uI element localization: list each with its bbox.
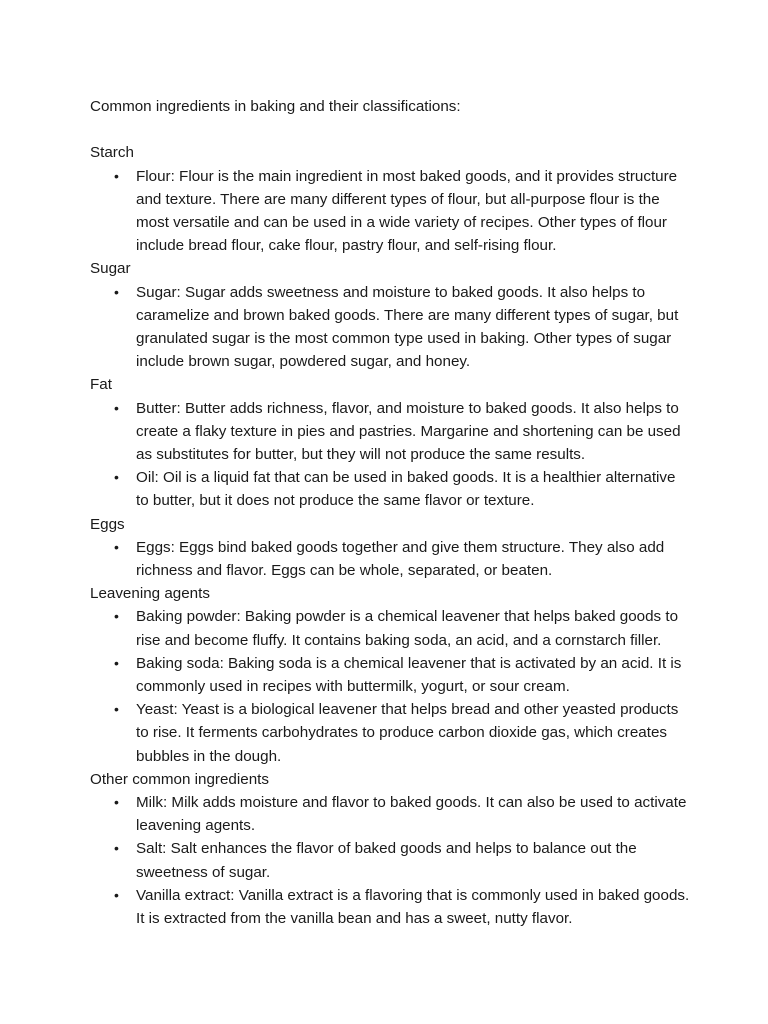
section-heading: Starch (90, 144, 134, 162)
list-item (90, 791, 690, 837)
list-item (90, 536, 690, 582)
list-item (90, 281, 690, 374)
blank-line (90, 118, 690, 141)
bullet-icon: • (114, 538, 119, 555)
section-heading: Fat (90, 376, 112, 394)
list-item-text: Flour: Flour is the main ingredient in most baked goods, and it provides structure and texture. There are many different types of flour, but all-purpose flour is the most versatile and can be used in a wide variety of recipes. Other types of flour include bread flour, cake flour, pastry flour, and self-rising flour. (136, 167, 678, 255)
list-item-text: Salt: Salt enhances the flavor of baked goods and helps to balance out the sweetness of sugar. (136, 840, 637, 881)
section-other-common-ingredients (90, 768, 690, 930)
document-title: Common ingredients in baking and their classifications: (90, 98, 461, 115)
section-sugar (90, 257, 690, 373)
section-heading: Sugar (90, 260, 131, 278)
bullet-icon: • (114, 794, 119, 811)
list-item-text: Baking powder: Baking powder is a chemical leavener that helps baked goods to rise and become fluffy. It contains baking soda, an acid, and a cornstarch filler. (136, 608, 679, 649)
list-item (90, 837, 690, 883)
section-heading: Other common ingredients (90, 770, 269, 788)
bullet-icon: • (114, 886, 119, 903)
bullet-icon: • (114, 283, 119, 300)
bullet-list (90, 165, 690, 258)
bullet-list (90, 397, 690, 513)
list-item (90, 884, 690, 930)
bullet-icon: • (114, 654, 119, 671)
section-starch (90, 141, 690, 257)
list-item-text: Yeast: Yeast is a biological leavener that helps bread and other yeasted products to rise. It ferments carbohydrates to produce carbon dioxide gas, which creates bubbles in the dough. (136, 701, 679, 765)
list-item-text: Butter: Butter adds richness, flavor, and moisture to baked goods. It also helps to create a flaky texture in pies and pastries. Margarine and shortening can be used as substitutes for butter, but they will not produce the same results. (136, 399, 681, 464)
section-heading: Leavening agents (90, 585, 210, 603)
document-page (90, 95, 690, 930)
section-eggs (90, 513, 690, 583)
list-item-text: Vanilla extract: Vanilla extract is a flavoring that is commonly used in baked goods. It is extracted from the vanilla bean and has a sweet, nutty flavor. (136, 886, 690, 928)
list-item-text: Milk: Milk adds moisture and flavor to baked goods. It can also be used to activate leavening agents. (136, 794, 687, 835)
bullet-icon: • (114, 608, 119, 625)
bullet-icon: • (114, 701, 119, 718)
list-item (90, 466, 690, 512)
bullet-icon: • (114, 469, 119, 486)
bullet-list (90, 281, 690, 374)
list-item (90, 605, 690, 651)
list-item-text: Eggs: Eggs bind baked goods together and give them structure. They also add richness and flavor. Eggs can be whole, separated, or beaten. (136, 538, 665, 580)
list-item (90, 165, 690, 258)
bullet-list (90, 605, 690, 767)
bullet-list (90, 536, 690, 582)
list-item (90, 698, 690, 768)
list-item (90, 397, 690, 467)
section-fat (90, 373, 690, 512)
list-item-text: Baking soda: Baking soda is a chemical leavener that is activated by an acid. It is commonly used in recipes with buttermilk, yogurt, or sour cream. (136, 654, 682, 696)
section-leavening-agents (90, 582, 690, 768)
list-item-text: Oil: Oil is a liquid fat that can be used in baked goods. It is a healthier alternative to butter, but it does not produce the same flavor or texture. (136, 469, 676, 510)
bullet-icon: • (114, 167, 119, 184)
list-item-text: Sugar: Sugar adds sweetness and moisture to baked goods. It also helps to caramelize and brown baked goods. There are many different types of sugar, but granulated sugar is the most common type used in baking. Other types of sugar include brown sugar, powdered sugar, and honey. (136, 283, 679, 371)
bullet-icon: • (114, 399, 119, 416)
bullet-list (90, 791, 690, 930)
section-heading: Eggs (90, 515, 125, 533)
bullet-icon: • (114, 840, 119, 857)
list-item (90, 652, 690, 698)
